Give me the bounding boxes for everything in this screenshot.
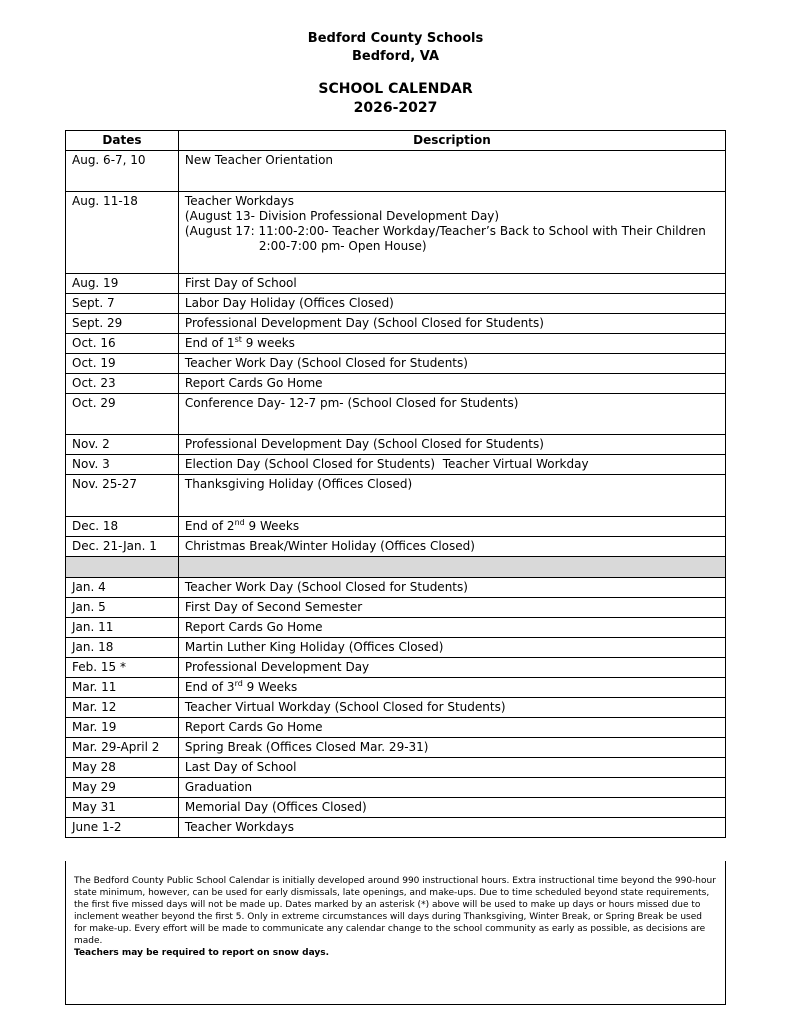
description-column-header: Description bbox=[178, 131, 725, 151]
row-description: First Day of School bbox=[178, 274, 725, 294]
row-description bbox=[178, 678, 725, 698]
row-date: Sept. 29 bbox=[66, 314, 179, 334]
row-description: New Teacher Orientation bbox=[178, 151, 725, 192]
row-description: Teacher Work Day (School Closed for Students) bbox=[178, 354, 725, 374]
row-description: Thanksgiving Holiday (Offices Closed) bbox=[178, 475, 725, 517]
row-date: June 1-2 bbox=[66, 818, 179, 838]
table-row bbox=[66, 718, 726, 738]
table-row bbox=[66, 517, 726, 537]
footer-note bbox=[65, 861, 726, 1005]
row-description: Spring Break (Offices Closed Mar. 29-31) bbox=[178, 738, 725, 758]
row-description: Teacher Virtual Workday (School Closed for Students) bbox=[178, 698, 725, 718]
table-row bbox=[66, 658, 726, 678]
row-date: Jan. 5 bbox=[66, 598, 179, 618]
row-date: Jan. 18 bbox=[66, 638, 179, 658]
footer-text: The Bedford County Public School Calendar is initially developed around 990 instructional hours. Extra instructional time beyond the 990-hour state minimum, however, can be used for early dismissals, late openings, and make-ups. Due to time scheduled beyond state requirements, the first five missed days will not be made up. Dates marked by an asterisk (*) above will be used to make up days or hours missed due to inclement weather beyond the first 5. Only in extreme circumstances will days during Thanksgiving, Winter Break, or Spring Break be used for make-up. Every effort will be made to communicate any calendar change to the school community as early as possible, as decisions are made. bbox=[74, 876, 716, 946]
row-description: Conference Day- 12-7 pm- (School Closed for Students) bbox=[178, 394, 725, 435]
table-row bbox=[66, 334, 726, 354]
calendar-table bbox=[65, 130, 726, 838]
row-description: Professional Development Day bbox=[178, 658, 725, 678]
row-date: Mar. 12 bbox=[66, 698, 179, 718]
table-row bbox=[66, 758, 726, 778]
description-line: (August 13- Division Professional Development Day) bbox=[184, 209, 500, 223]
table-row bbox=[66, 274, 726, 294]
table-row bbox=[66, 598, 726, 618]
row-date: Aug. 6-7, 10 bbox=[66, 151, 179, 192]
table-row bbox=[66, 678, 726, 698]
row-description: Report Cards Go Home bbox=[178, 618, 725, 638]
description-text: 9 weeks bbox=[241, 336, 295, 350]
table-row bbox=[66, 738, 726, 758]
description-line: 2:00-7:00 pm- Open House) bbox=[258, 239, 427, 253]
table-row bbox=[66, 151, 726, 192]
table-row bbox=[66, 638, 726, 658]
table-row bbox=[66, 818, 726, 838]
description-text: End of 3 bbox=[184, 680, 235, 694]
separator-row bbox=[66, 557, 726, 578]
empty-cell bbox=[178, 557, 725, 578]
row-description: Teacher Workdays bbox=[178, 818, 725, 838]
table-row bbox=[66, 314, 726, 334]
table-row bbox=[66, 455, 726, 475]
row-date: Aug. 11-18 bbox=[66, 192, 179, 274]
row-description: Report Cards Go Home bbox=[178, 718, 725, 738]
row-date: Oct. 19 bbox=[66, 354, 179, 374]
row-description: Professional Development Day (School Closed for Students) bbox=[178, 435, 725, 455]
row-description: Professional Development Day (School Closed for Students) bbox=[178, 314, 725, 334]
description-text: End of 2 bbox=[184, 519, 235, 533]
row-date: Oct. 29 bbox=[66, 394, 179, 435]
row-description: Labor Day Holiday (Offices Closed) bbox=[178, 294, 725, 314]
row-description: Report Cards Go Home bbox=[178, 374, 725, 394]
row-description bbox=[178, 334, 725, 354]
row-date: Sept. 7 bbox=[66, 294, 179, 314]
row-date: Nov. 3 bbox=[66, 455, 179, 475]
footer-bold-note: Teachers may be required to report on snow days. bbox=[74, 948, 330, 958]
table-row bbox=[66, 475, 726, 517]
row-date: Jan. 4 bbox=[66, 578, 179, 598]
table-row bbox=[66, 435, 726, 455]
description-text: 9 Weeks bbox=[242, 680, 298, 694]
row-description bbox=[178, 192, 725, 274]
row-description: First Day of Second Semester bbox=[178, 598, 725, 618]
row-description: Graduation bbox=[178, 778, 725, 798]
table-row bbox=[66, 578, 726, 598]
organization-name: Bedford County Schools bbox=[307, 31, 484, 46]
table-row bbox=[66, 192, 726, 274]
table-row bbox=[66, 354, 726, 374]
row-description: Christmas Break/Winter Holiday (Offices Closed) bbox=[178, 537, 725, 557]
dates-column-header: Dates bbox=[66, 131, 179, 151]
row-description: Election Day (School Closed for Students) Teacher Virtual Workday bbox=[178, 455, 725, 475]
row-date: Feb. 15 * bbox=[66, 658, 179, 678]
row-date: Mar. 29-April 2 bbox=[66, 738, 179, 758]
table-row bbox=[66, 294, 726, 314]
table-row bbox=[66, 537, 726, 557]
ordinal-suffix: st bbox=[234, 335, 242, 344]
row-date: Dec. 21-Jan. 1 bbox=[66, 537, 179, 557]
row-date: Aug. 19 bbox=[66, 274, 179, 294]
ordinal-suffix: rd bbox=[234, 679, 243, 688]
row-date: May 31 bbox=[66, 798, 179, 818]
description-line: Teacher Workdays bbox=[184, 194, 294, 208]
row-date: May 29 bbox=[66, 778, 179, 798]
row-date: Nov. 25-27 bbox=[66, 475, 179, 517]
row-description: Memorial Day (Offices Closed) bbox=[178, 798, 725, 818]
empty-cell bbox=[66, 557, 179, 578]
description-text: End of 1 bbox=[184, 336, 235, 350]
description-line: (August 17: 11:00-2:00- Teacher Workday/Teacher’s Back to School with Their Children bbox=[184, 224, 706, 238]
table-row bbox=[66, 374, 726, 394]
table-row bbox=[66, 394, 726, 435]
row-date: Jan. 11 bbox=[66, 618, 179, 638]
row-date: Nov. 2 bbox=[66, 435, 179, 455]
organization-location: Bedford, VA bbox=[351, 49, 440, 64]
school-year: 2026-2027 bbox=[353, 100, 438, 116]
row-date: Dec. 18 bbox=[66, 517, 179, 537]
table-row bbox=[66, 798, 726, 818]
row-description: Martin Luther King Holiday (Offices Closed) bbox=[178, 638, 725, 658]
table-row bbox=[66, 778, 726, 798]
row-date: Mar. 19 bbox=[66, 718, 179, 738]
row-description: Last Day of School bbox=[178, 758, 725, 778]
table-row bbox=[66, 698, 726, 718]
page-title: SCHOOL CALENDAR bbox=[318, 81, 473, 97]
ordinal-suffix: nd bbox=[234, 518, 245, 527]
row-date: May 28 bbox=[66, 758, 179, 778]
table-row bbox=[66, 618, 726, 638]
row-date: Oct. 23 bbox=[66, 374, 179, 394]
row-date: Mar. 11 bbox=[66, 678, 179, 698]
description-text: 9 Weeks bbox=[244, 519, 300, 533]
table-header-row bbox=[66, 131, 726, 151]
row-description bbox=[178, 517, 725, 537]
row-date: Oct. 16 bbox=[66, 334, 179, 354]
row-description: Teacher Work Day (School Closed for Students) bbox=[178, 578, 725, 598]
